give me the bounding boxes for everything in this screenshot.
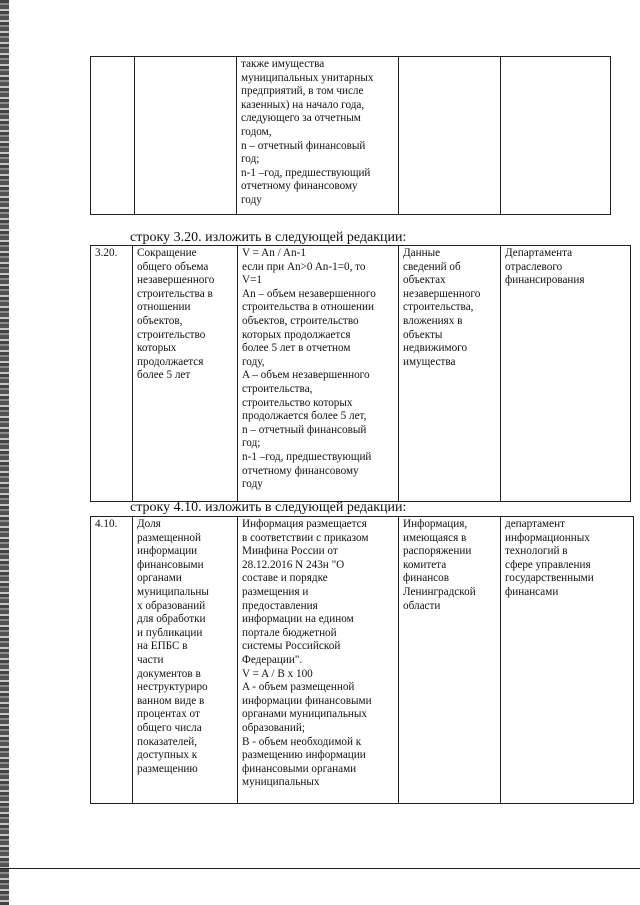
cell-indicator-name [135,57,237,215]
page-bottom-border [0,868,640,869]
cell-data-source [399,57,501,215]
cell-data-source: Данные сведений об объектах незавершенного строительства, вложениях в объекты недвижимого имущества [399,246,501,502]
section-heading-3-20: строку 3.20. изложить в следующей редакции: [130,230,407,245]
cell-formula: Информация размещается в соответствии с приказом Минфина России от 28.12.2016 N 243н "О составе и порядке размещения и предоставления информации на едином портале бюджетной системы Российской Федерации". V = A / B x 100 A - объем размещенной информации финансовыми органами муниципальных образований; B - объем необходимой к размещению информации финансовыми органами муниципальных [238,517,399,804]
cell-formula: также имущества муниципальных унитарных предприятий, в том числе казенных) на начало года, следующего за отчетным годом, n – отчетный финансовый год; n-1 –год, предшествующий отчетному финансовому году [237,57,399,215]
cell-responsible: департамент информационных технологий в сфере управления государственными финансами [501,517,634,804]
table-row [91,246,631,502]
cell-responsible [501,57,611,215]
cell-responsible: Департамента отраслевого финансирования [501,246,631,502]
table-row-4-10 [90,516,634,804]
table-row-3-20 [90,245,631,502]
table-row [91,57,611,215]
cell-data-source: Информация, имеющаяся в распоряжении комитета финансов Ленинградской области [399,517,501,804]
table-continuation [90,56,611,215]
cell-formula: V = An / An-1 если при An>0 An-1=0, то V=1 An – объем незавершенного строительства в отношении объектов, строительство которых продолжается более 5 лет в отчетном году, A – объем незавершенного строительства, строительство которых продолжается более 5 лет, n – отчетный финансовый год; n-1 –год, предшествующий отчетному финансовому году [238,246,399,502]
cell-indicator-name: Сокращение общего объема незавершенного строительства в отношении объектов, строительство которых продолжается более 5 лет [133,246,238,502]
scan-edge-artifact [0,0,9,905]
table-row [91,517,634,804]
section-heading-4-10: строку 4.10. изложить в следующей редакции: [130,500,407,515]
cell-number: 3.20. [91,246,133,502]
cell-number [91,57,135,215]
cell-number: 4.10. [91,517,133,804]
cell-indicator-name: Доля размещенной информации финансовыми органами муниципальны х образований для обработки и публикации на ЕПБС в части документов в неструктуриро ванном виде в процентах от общего числа показателей, доступных к размещению [133,517,238,804]
